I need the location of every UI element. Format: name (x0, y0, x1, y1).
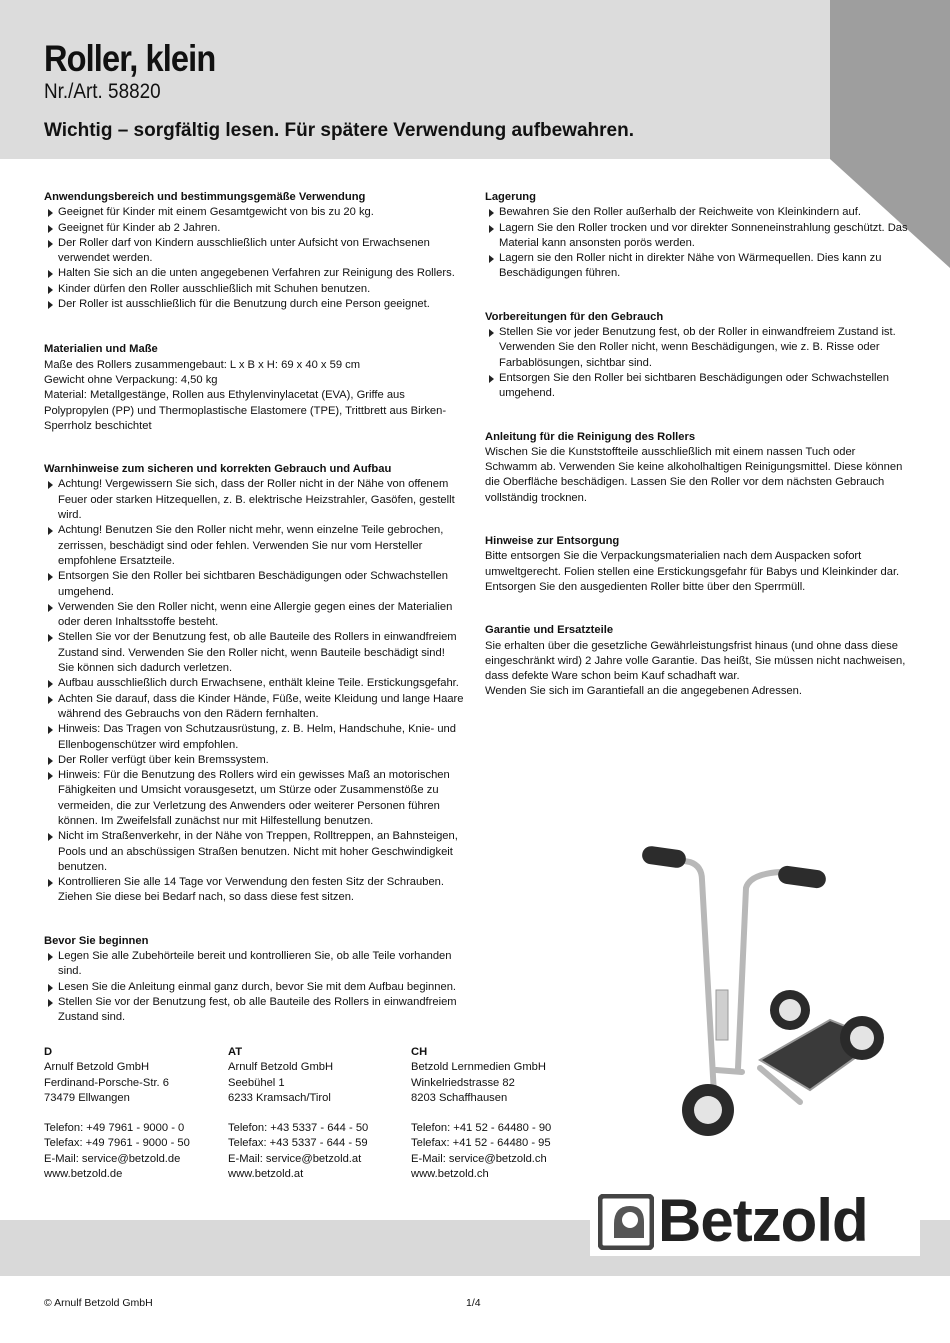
section-warranty (485, 623, 910, 699)
section-heading: Bevor Sie beginnen (44, 934, 149, 947)
paragraph: Entsorgen Sie den ausgedienten Roller bitte über den Sperrmüll. (485, 580, 806, 593)
street: Seebühel 1 (228, 1076, 285, 1089)
list-item: Entsorgen Sie den Roller bei sichtbaren Beschädigungen oder Schwachstellen umgehend. (485, 371, 910, 402)
fax: Telefax: +49 7961 - 9000 - 50 (44, 1137, 190, 1150)
betzold-logo-text: Betzold (658, 1187, 868, 1254)
list-item: Halten Sie sich an die unten angegebenen Verfahren zur Reinigung des Rollers. (44, 266, 464, 281)
country-code: CH (411, 1046, 428, 1058)
list-item: Achtung! Benutzen Sie den Roller nicht mehr, wenn einzelne Teile gebrochen, zerrissen, beschädigt sind oder fehlen. Verwenden Sie nur vom Hersteller empfohlene Ersatzteile. (44, 523, 464, 569)
city: 8203 Schaffhausen (411, 1091, 508, 1104)
corner-gray (830, 0, 950, 160)
section-preparation (485, 310, 910, 402)
list-item: Entsorgen Sie den Roller bei sichtbaren Beschädigungen oder Schwachstellen umgehend. (44, 569, 464, 600)
paragraph: Sie erhalten über die gesetzliche Gewährleistungsfrist hinaus (und ohne dass diese eingeschränkt wird) 2 Jahre volle Garantie. Das heißt, Sie müssen nicht nachweisen, dass defekte Ware schon beim Kauf schadhaft war. (485, 639, 906, 683)
section-heading: Anleitung für die Reinigung des Rollers (485, 430, 696, 443)
phone: Telefon: +43 5337 - 644 - 50 (228, 1122, 369, 1135)
section-disposal (485, 534, 910, 595)
street: Ferdinand-Porsche-Str. 6 (44, 1076, 169, 1089)
right-column (485, 190, 910, 718)
website[interactable]: www.betzold.at (228, 1168, 304, 1181)
email[interactable]: E-Mail: service@betzold.ch (411, 1152, 547, 1165)
list-item: Lagern sie den Roller nicht in direkter Nähe von Wärmequellen. Dies kann zu Beschädigungen führen. (485, 251, 910, 282)
list-item: Geeignet für Kinder ab 2 Jahren. (44, 221, 464, 236)
paragraph: Maße des Rollers zusammengebaut: L x B x H: 69 x 40 x 59 cm (44, 358, 361, 371)
list-item: Hinweis: Für die Benutzung des Rollers wird ein gewisses Maß an motorischen Fähigkeiten und Umsicht vorausgesetzt, um Stürze oder Zusammenstöße zu vermeiden, die zur Verletzung des Anwenders oder weiterer Personen führen können. Im Zweifelsfall zunächst nur mit Hilfestellung benutzen. (44, 768, 464, 829)
right-grip (777, 865, 827, 890)
section-heading: Garantie und Ersatzteile (485, 624, 614, 637)
section-usage (44, 190, 464, 312)
city: 6233 Kramsach/Tirol (228, 1091, 331, 1104)
betzold-logo-icon (598, 1194, 654, 1250)
city: 73479 Ellwangen (44, 1091, 130, 1104)
list-item: Geeignet für Kinder mit einem Gesamtgewicht von bis zu 20 kg. (44, 205, 464, 220)
section-storage (485, 190, 910, 282)
list-item: Nicht im Straßenverkehr, in der Nähe von Treppen, Rolltreppen, an Bahnsteigen, Pools und an abschüssigen Straßen benutzen. Nicht mit hoher Geschwindigkeit benutzen. (44, 829, 464, 875)
section-materials (44, 342, 464, 434)
section-heading: Materialien und Maße (44, 343, 158, 356)
company-name: Arnulf Betzold GmbH (44, 1061, 150, 1074)
paragraph: Bitte entsorgen Sie die Verpackungsmaterialien nach dem Auspacken sofort umweltgerecht. Folien stellen eine Erstickungsgefahr für Babys und Kleinkinder dar. (485, 550, 900, 578)
fax: Telefax: +43 5337 - 644 - 59 (228, 1137, 368, 1150)
article-number: Nr./Art. 58820 (44, 80, 161, 103)
street: Winkelriedstrasse 82 (411, 1076, 515, 1089)
website[interactable]: www.betzold.ch (411, 1168, 489, 1181)
list-item: Lesen Sie die Anleitung einmal ganz durch, bevor Sie mit dem Aufbau beginnen. (44, 980, 464, 995)
list-item: Bewahren Sie den Roller außerhalb der Reichweite von Kleinkindern auf. (485, 205, 910, 220)
section-warnings (44, 462, 464, 906)
list-item: Der Roller darf von Kindern ausschließlich unter Aufsicht von Erwachsenen verwendet werden. (44, 236, 464, 267)
list-item: Stellen Sie vor der Benutzung fest, ob alle Bauteile des Rollers in einwandfreiem Zustand sind. (44, 995, 464, 1026)
section-heading: Vorbereitungen für den Gebrauch (485, 310, 664, 323)
list-item: Achtung! Vergewissern Sie sich, dass der Roller nicht in der Nähe von offenem Feuer oder starken Hitzequellen, z. B. elektrische Heizstrahler, Gasöfen, gestellt wird. (44, 477, 464, 523)
section-before-start (44, 934, 464, 1026)
paragraph: Wischen Sie die Kunststoffteile ausschließlich mit einem nassen Tuch oder Schwamm ab. Verwenden Sie keine alkoholhaltigen Reinigungsmittel. Diese können die Oberfläche beschädigen. Lassen Sie den Roller vor dem nächsten Gebrauch vollständig trocknen. (485, 445, 903, 504)
list-item: Kontrollieren Sie alle 14 Tage vor Verwendung den festen Sitz der Schrauben. Ziehen Sie diese bei Bedarf nach, so dass diese fest sitzen. (44, 875, 464, 906)
left-column (44, 190, 464, 1044)
section-cleaning (485, 430, 910, 506)
address-at (228, 1045, 408, 1182)
list-item: Stellen Sie vor jeder Benutzung fest, ob der Roller in einwandfreiem Zustand ist. Verwenden Sie den Roller nicht, wenn Beschädigungen, wie z. B. Risse oder Farbablösungen, sichtbar sind. (485, 325, 910, 371)
website[interactable]: www.betzold.de (44, 1168, 123, 1181)
section-heading: Warnhinweise zum sicheren und korrekten Gebrauch und Aufbau (44, 463, 392, 476)
company-name: Betzold Lernmedien GmbH (411, 1061, 546, 1074)
country-code: AT (228, 1046, 243, 1058)
list-item: Kinder dürfen den Roller ausschließlich mit Schuhen benutzen. (44, 282, 464, 297)
list-item: Legen Sie alle Zubehörteile bereit und kontrollieren Sie, ob alle Teile vorhanden sind. (44, 949, 464, 980)
section-heading: Anwendungsbereich und bestimmungsgemäße Verwendung (44, 191, 366, 203)
list-item: Der Roller ist ausschließlich für die Benutzung durch eine Person geeignet. (44, 297, 464, 312)
copyright: © Arnulf Betzold GmbH (44, 1297, 153, 1309)
scooter-illustration (630, 840, 910, 1170)
paragraph: Gewicht ohne Verpackung: 4,50 kg (44, 373, 218, 386)
country-code: D (44, 1046, 53, 1058)
list-item: Lagern Sie den Roller trocken und vor direkter Sonneneinstrahlung geschützt. Das Material kann ansonsten porös werden. (485, 221, 910, 252)
paragraph: Material: Metallgestänge, Rollen aus Ethylenvinylacetat (EVA), Griffe aus Polypropylen (PP) und Thermoplastische Elastomere (TPE), Trittbrett aus Birken-Sperrholz beschichtet (44, 389, 447, 432)
email[interactable]: E-Mail: service@betzold.at (228, 1152, 362, 1165)
left-grip (641, 845, 687, 869)
list-item: Achten Sie darauf, dass die Kinder Hände, Füße, weite Kleidung und lange Haare während des Gebrauchs von den Rädern fernhalten. (44, 692, 464, 723)
paragraph: Wenden Sie sich im Garantiefall an die angegebenen Adressen. (485, 685, 802, 698)
page-number: 1/4 (466, 1297, 481, 1309)
list-item: Aufbau ausschließlich durch Erwachsene, enthält kleine Teile. Erstickungsgefahr. (44, 676, 464, 691)
phone: Telefon: +41 52 - 64480 - 90 (411, 1122, 552, 1135)
warning-heading: Wichtig – sorgfältig lesen. Für spätere Verwendung aufbewahren. (44, 120, 635, 141)
fax: Telefax: +41 52 - 64480 - 95 (411, 1137, 551, 1150)
phone: Telefon: +49 7961 - 9000 - 0 (44, 1122, 185, 1135)
email[interactable]: E-Mail: service@betzold.de (44, 1152, 181, 1165)
section-heading: Lagerung (485, 191, 536, 203)
list-item: Hinweis: Das Tragen von Schutzausrüstung, z. B. Helm, Handschuhe, Knie- und Ellenbogenschützer wird empfohlen. (44, 722, 464, 753)
address-ch (411, 1045, 591, 1182)
page-title: Roller, klein (44, 38, 216, 79)
section-heading: Hinweise zur Entsorgung (485, 535, 620, 548)
list-item: Verwenden Sie den Roller nicht, wenn eine Allergie gegen eines der Materialien oder deren Inhaltsstoffe besteht. (44, 600, 464, 631)
list-item: Der Roller verfügt über kein Bremssystem. (44, 753, 464, 768)
address-de (44, 1045, 224, 1182)
company-name: Arnulf Betzold GmbH (228, 1061, 334, 1074)
list-item: Stellen Sie vor der Benutzung fest, ob alle Bauteile des Rollers in einwandfreiem Zustand sind. Verwenden Sie den Roller nicht, wenn Bauteile beschädigt sind! Sie können sich dadurch verletzen. (44, 630, 464, 676)
